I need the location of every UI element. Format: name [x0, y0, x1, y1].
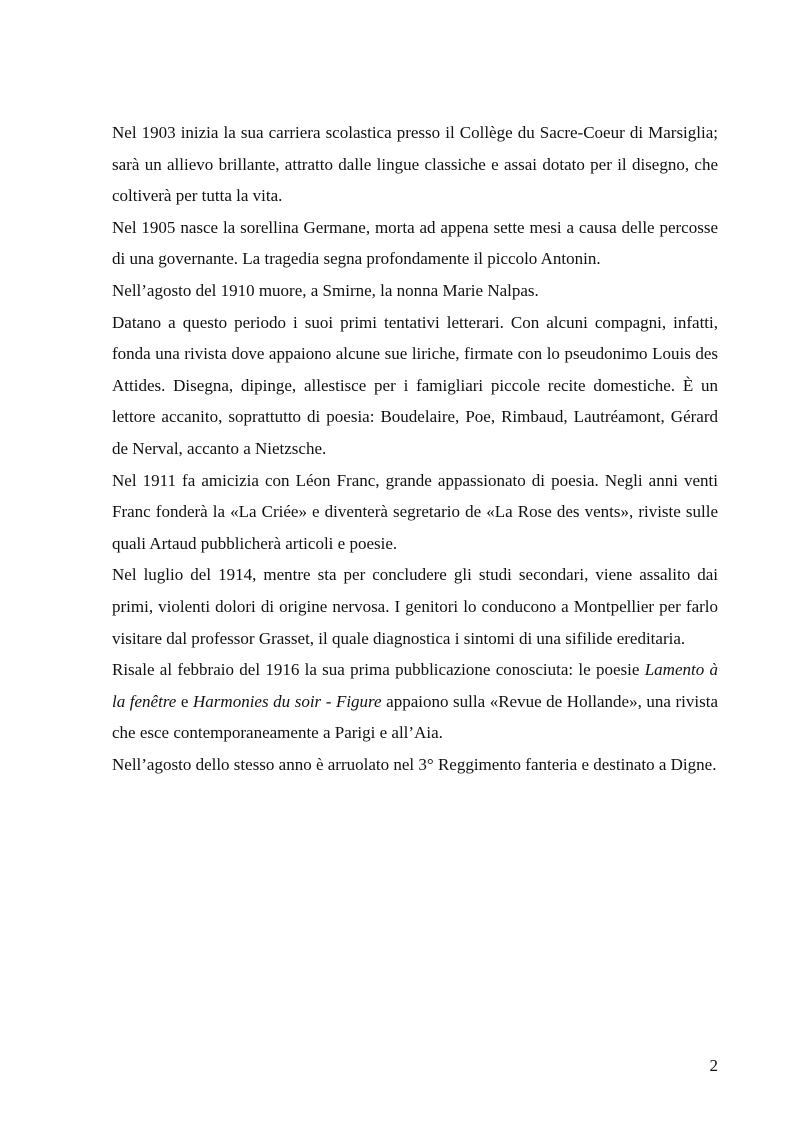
body-text — [112, 117, 718, 780]
paragraph-text: Nell’agosto del 1910 muore, a Smirne, la nonna Marie Nalpas. — [112, 280, 539, 300]
page-number: 2 — [709, 1056, 718, 1075]
paragraph — [112, 654, 718, 749]
paragraph-text: Datano a questo periodo i suoi primi tentativi letterari. Con alcuni compagni, infatti, fonda una rivista dove appaiono alcune sue liriche, firmate con lo pseudonimo Louis des Attides. Disegna, dipinge, allestisce per i famigliari piccole recite domestiche. È un lettore accanito, soprattutto di poesia: Boudelaire, Poe, Rimbaud, Lautréamont, Gérard de Nerval, accanto a Nietzsche. — [112, 312, 718, 458]
italic-title: Harmonies du soir - Figure — [193, 691, 382, 711]
paragraph-text: e — [176, 691, 194, 711]
paragraph — [112, 465, 718, 560]
paragraph-text: Nel 1905 nasce la sorellina Germane, morta ad appena sette mesi a causa delle percosse di una governante. La tragedia segna profondamente il piccolo Antonin. — [112, 217, 718, 269]
paragraph-text: Nel 1911 fa amicizia con Léon Franc, grande appassionato di poesia. Negli anni venti Franc fonderà la «La Criée» e diventerà segretario de «La Rose des vents», riviste sulle quali Artaud pubblicherà articoli e poesie. — [112, 470, 718, 553]
paragraph — [112, 212, 718, 275]
paragraph-text: Nel 1903 inizia la sua carriera scolastica presso il Collège du Sacre-Coeur di Marsiglia; sarà un allievo brillante, attratto dalle lingue classiche e assai dotato per il disegno, che coltiverà per tutta la vita. — [112, 123, 718, 206]
paragraph-text: appaiono sulla «Revue de Hollande», una rivista che esce contemporaneamente a Parigi e all’Aia. — [112, 691, 719, 743]
paragraph — [112, 117, 718, 212]
paragraph-text: Nel luglio del 1914, mentre sta per concludere gli studi secondari, viene assalito dai primi, violenti dolori di origine nervosa. I genitori lo conducono a Montpellier per farlo visitare dal professor Grasset, il quale diagnostica i sintomi di una sifilide ereditaria. — [112, 565, 718, 648]
paragraph — [112, 275, 718, 307]
paragraph — [112, 559, 718, 654]
italic-title: Lamento à la fenêtre — [112, 660, 719, 711]
paragraph-text: Risale al febbraio del 1916 la sua prima pubblicazione conosciuta: le poesie — [112, 660, 645, 680]
paragraph — [112, 307, 718, 465]
paragraph-text: Nell’agosto dello stesso anno è arruolato nel 3° Reggimento fanteria e destinato a Digne. — [112, 754, 717, 774]
paragraph — [112, 749, 718, 781]
